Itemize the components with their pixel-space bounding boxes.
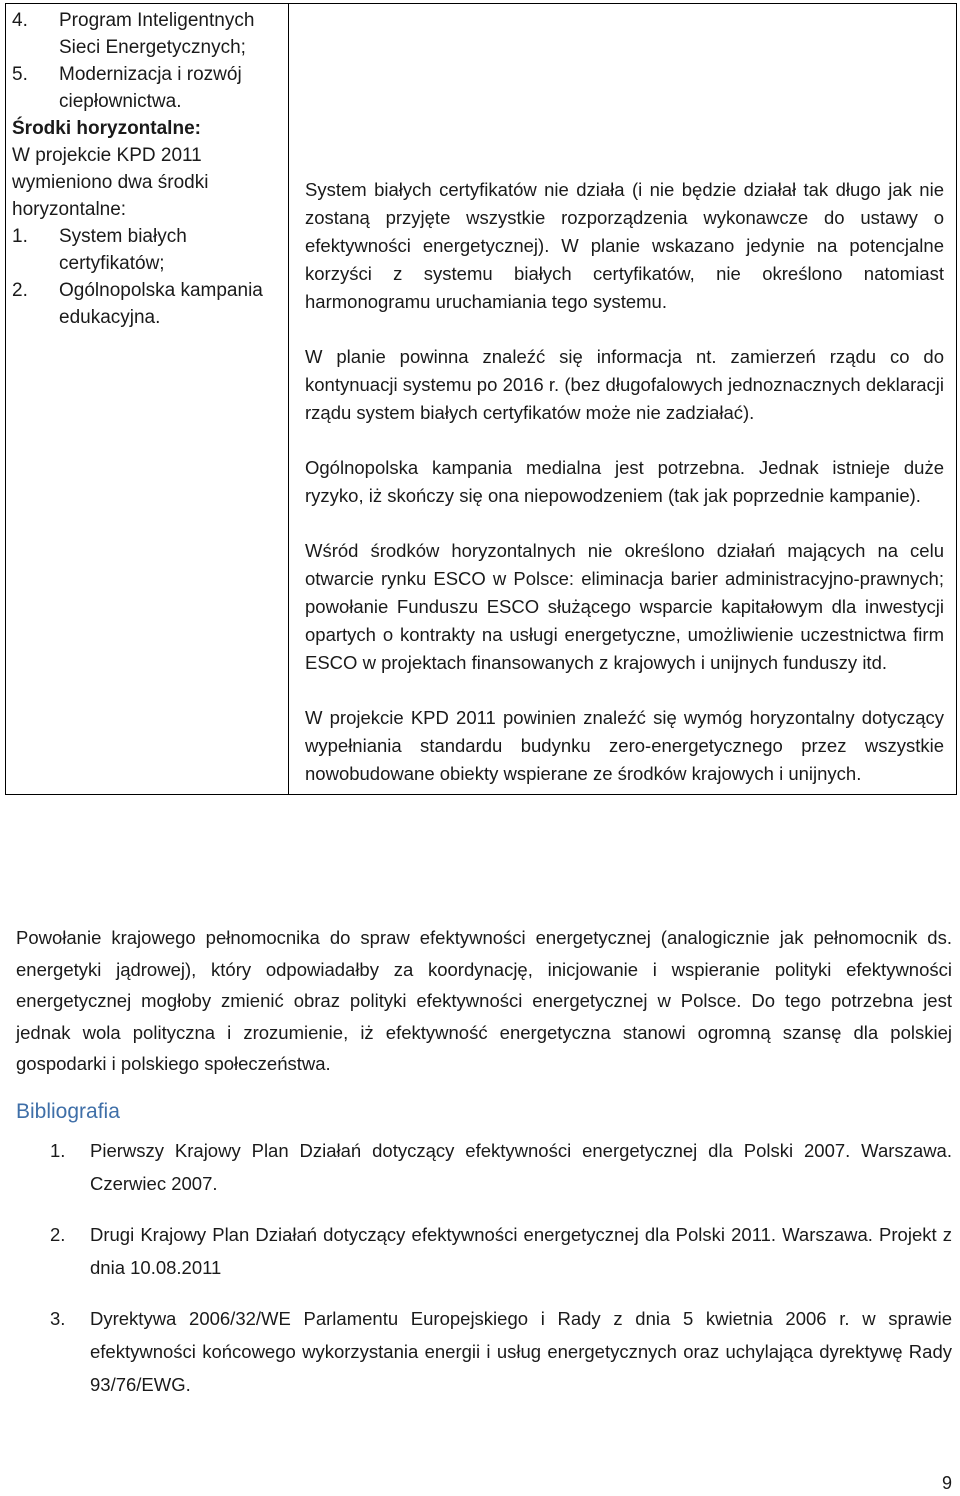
bibliography-text: Pierwszy Krajowy Plan Działań dotyczący efektywności energetycznej dla Polski 2007. Warszawa. Czerwiec 2007. [90, 1140, 952, 1194]
body-paragraph: Powołanie krajowego pełnomocnika do spraw efektywności energetycznej (analogicznie jak pełnomocnik ds. energetyki jądrowej), który odpowiadałby za koordynację, inicjowanie i wspieranie polityki efektywności energetycznej mogłoby zmienić obraz polityki efektywności energetycznej w Polsce. Do tego potrzebna jest jednak wola polityczna i zrozumienie, iż efektywność energetyczna stanowi ogromną szansę dla polskiej gospodarki i polskiego społeczeństwa. [16, 927, 952, 1074]
bibliography-item [50, 1218, 952, 1284]
bibliography-list [50, 1134, 952, 1419]
list-number: 2. [12, 280, 28, 301]
bibliography-item [50, 1302, 952, 1401]
comment-paragraph: System białych certyfikatów nie działa (i nie będzie działał tak długo jak nie zostaną przyjęte wszystkie rozporządzenia wykonawcze do ustawy o efektywności energetycznej). W planie wskazano jedynie na potencjalne korzyści z systemu białych certyfikatów, nie określono natomiast harmonogramu uruchamiania tego systemu. [305, 179, 944, 312]
horizontal-measures-heading: Środki horyzontalne: [12, 118, 201, 139]
list-item [12, 277, 282, 331]
bibliography-number: 1. [50, 1140, 66, 1161]
bibliography-item [50, 1134, 952, 1200]
list-text: Modernizacja i rozwój ciepłownictwa. [59, 64, 242, 112]
left-cell [6, 4, 289, 795]
list-text: Ogólnopolska kampania edukacyjna. [59, 280, 263, 328]
horizontal-measures-list [12, 223, 282, 331]
comment-paragraph: Wśród środków horyzontalnych nie określono działań mających na celu otwarcie rynku ESCO w Polsce: eliminacja barier administracyjno-prawnych; powołanie Funduszu ESCO służącego wsparcie kapitałowym dla inwestycji opartych o kontrakty na usługi energetyczne, umożliwienie uczestnictwa firm ESCO w projektach finansowanych z krajowych i unijnych funduszy itd. [305, 540, 944, 673]
bibliography-number: 2. [50, 1224, 66, 1245]
bibliography-text: Drugi Krajowy Plan Działań dotyczący efektywności energetycznej dla Polski 2011. Warszawa. Projekt z dnia 10.08.2011 [90, 1224, 952, 1278]
assessment-table [5, 3, 957, 795]
table-row [6, 4, 957, 795]
bibliography-heading: Bibliografia [16, 1100, 120, 1123]
list-item [12, 61, 282, 115]
comment-paragraph: W planie powinna znaleźć się informacja nt. zamierzeń rządu co do kontynuacji systemu po 2016 r. (bez długofalowych jednoznacznych deklaracji rządu system białych certyfikatów może nie zadziałać). [305, 346, 944, 423]
measures-list [12, 7, 282, 115]
list-text: System białych certyfikatów; [59, 226, 187, 274]
right-cell [289, 4, 957, 795]
list-number: 4. [12, 10, 28, 31]
list-item [12, 223, 282, 277]
bibliography-number: 3. [50, 1308, 66, 1329]
comment-paragraph: Ogólnopolska kampania medialna jest potrzebna. Jednak istnieje duże ryzyko, iż skończy się ona niepowodzeniem (tak jak poprzednie kampanie). [305, 457, 944, 506]
comment-paragraph: W projekcie KPD 2011 powinien znaleźć się wymóg horyzontalny dotyczący wypełniania standardu budynku zero-energetycznego przez wszystkie nowobudowane obiekty wspierane ze środków krajowych i unijnych. [305, 707, 944, 784]
list-number: 5. [12, 64, 28, 85]
horizontal-measures-intro: W projekcie KPD 2011 wymieniono dwa środki horyzontalne: [12, 145, 209, 220]
list-text: Program Inteligentnych Sieci Energetycznych; [59, 10, 255, 58]
list-number: 1. [12, 226, 28, 247]
page-number: 9 [941, 1473, 952, 1493]
bibliography-text: Dyrektywa 2006/32/WE Parlamentu Europejskiego i Rady z dnia 5 kwietnia 2006 r. w sprawie efektywności końcowego wykorzystania energii i usług energetycznych oraz uchylająca dyrektywę Rady 93/76/EWG. [90, 1308, 952, 1395]
list-item [12, 7, 282, 61]
